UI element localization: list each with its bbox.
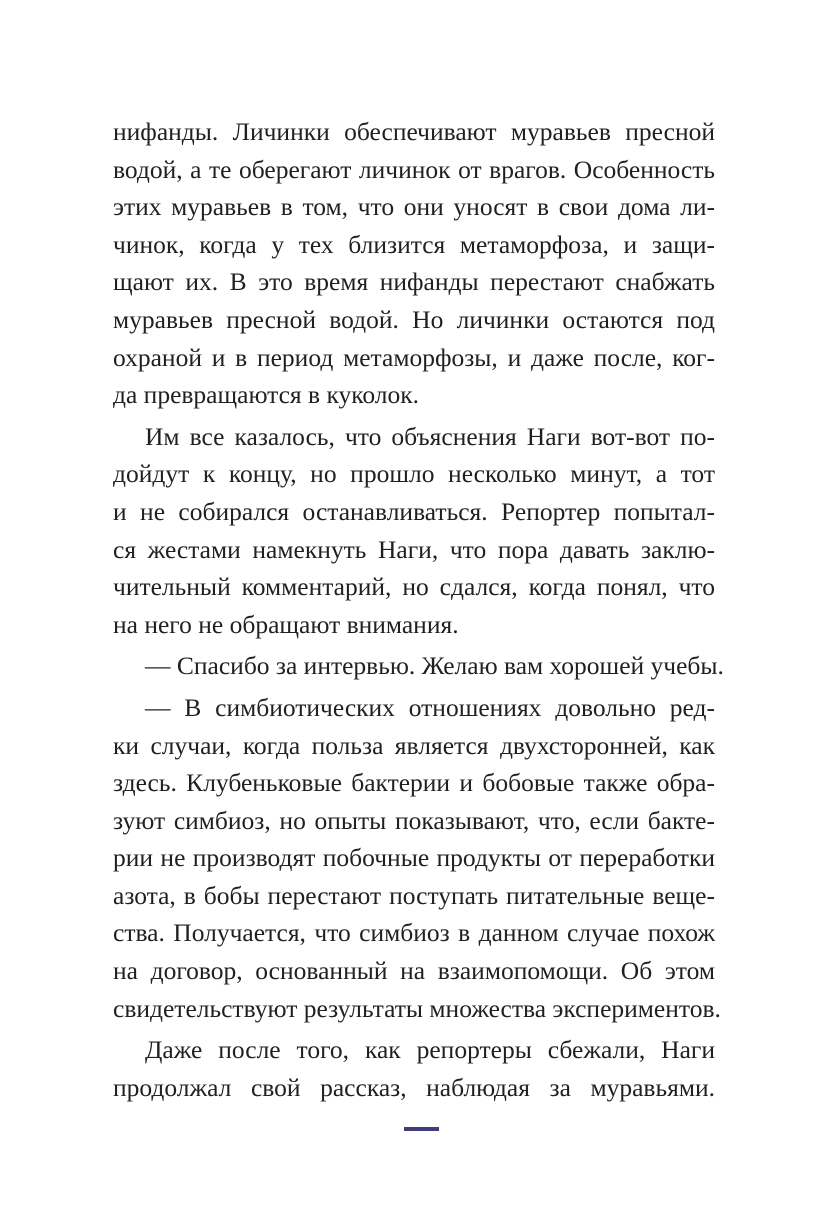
paragraph xyxy=(113,1031,715,1106)
text-line: да превращаются в куколок. xyxy=(113,380,419,410)
text-line: охраной и в период метаморфозы, и даже после, ког- xyxy=(113,342,715,372)
text-line: азота, в бобы перестают поступать питательные веще- xyxy=(113,880,715,910)
text-line: Даже после того, как репортеры сбежали, Наги xyxy=(145,1035,715,1065)
paragraph xyxy=(113,689,721,1027)
text-line: и не собирался останавливаться. Репортер попытал- xyxy=(113,496,715,526)
text-line: этих муравьев в том, что они уносят в свои дома ли- xyxy=(113,192,715,222)
text-line: ства. Получается, что симбиоз в данном случае похож xyxy=(113,918,715,948)
text-line: чительный комментарий, но сдался, когда понял, что xyxy=(113,572,715,602)
text-line: щают их. В это время нифанды перестают снабжать xyxy=(113,267,715,297)
text-line: рии не производят побочные продукты от переработки xyxy=(113,843,715,873)
paragraph xyxy=(113,647,724,685)
text-line: свидетельствуют результаты множества экспериментов. xyxy=(113,993,721,1023)
text-line: ки случаи, когда польза является двухсторонней, как xyxy=(113,730,715,760)
text-line: ся жестами намекнуть Наги, что пора давать заклю- xyxy=(113,534,715,564)
text-line: Им все казалось, что объяснения Наги вот-вот по- xyxy=(145,421,715,451)
text-line: продолжал свой рассказ, наблюдая за муравьями. xyxy=(113,1072,715,1102)
text-line: — Спасибо за интервью. Желаю вам хорошей учебы. xyxy=(145,651,724,681)
text-line: водой, а те оберегают личинок от врагов. Особенность xyxy=(113,154,715,184)
text-line: на него не обращают внимания. xyxy=(113,609,459,639)
text-line: здесь. Клубеньковые бактерии и бобовые также обра- xyxy=(113,768,715,798)
text-line: муравьев пресной водой. Но личинки остаются под xyxy=(113,304,715,334)
text-line: зуют симбиоз, но опыты показывают, что, если бакте- xyxy=(113,805,715,835)
text-line: — В симбиотических отношениях довольно ред- xyxy=(145,692,715,722)
text-line: нифанды. Личинки обеспечивают муравьев пресной xyxy=(113,117,715,146)
text-line: дойдут к концу, но прошло несколько минут, а тот xyxy=(113,459,715,489)
paragraph xyxy=(113,418,715,644)
body-text xyxy=(113,113,724,1106)
page-footer-mark xyxy=(404,1127,439,1131)
text-line: чинок, когда у тех близится метаморфоза, и защи- xyxy=(113,229,715,259)
paragraph xyxy=(113,113,715,414)
text-line: на договор, основанный на взаимопомощи. Об этом xyxy=(113,956,715,986)
